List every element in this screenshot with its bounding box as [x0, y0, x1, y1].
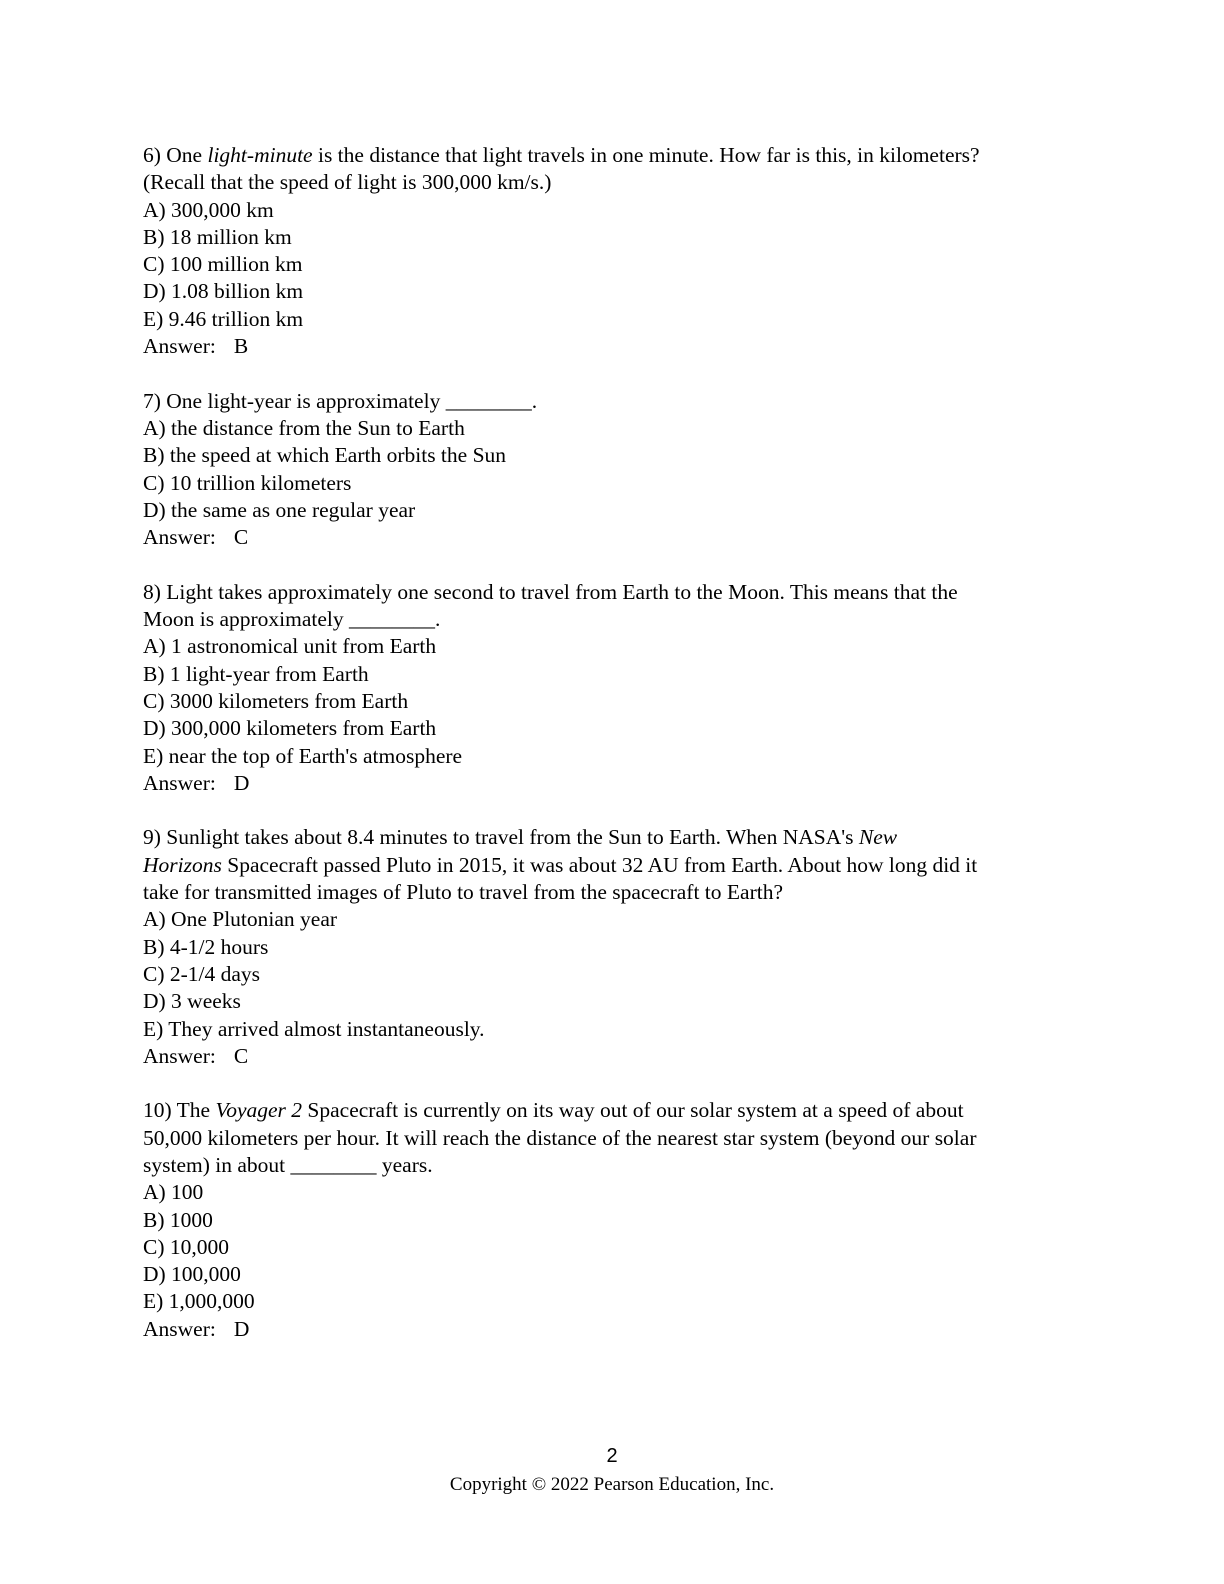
stem-text: 50,000 kilometers per hour. It will reach the distance of the nearest star system (beyond our solar: [143, 1125, 977, 1150]
answer-option: A) 1 astronomical unit from Earth: [143, 634, 437, 659]
stem-text: Spacecraft is currently on its way out of our solar system at a speed of about: [302, 1098, 964, 1123]
answer-value: D: [233, 1316, 250, 1341]
answer-option: A) 300,000 km: [143, 197, 274, 222]
question-stem-line: [143, 824, 1083, 851]
answer-option: D) the same as one regular year: [143, 497, 416, 522]
answer-value: B: [233, 334, 249, 359]
answer-line: [143, 770, 1083, 797]
answer-label: Answer:: [143, 770, 216, 795]
answer-option: D) 100,000: [143, 1262, 241, 1287]
answer-option: E) near the top of Earth's atmosphere: [143, 743, 463, 768]
answer-line: [143, 333, 1083, 360]
answer-option: C) 10,000: [143, 1234, 229, 1259]
answer-option: A) the distance from the Sun to Earth: [143, 415, 465, 440]
question-stem-line: [143, 852, 1083, 879]
answer-line: [143, 524, 1083, 551]
question-stem-line: [143, 388, 1083, 415]
answer-option: B) the speed at which Earth orbits the Sun: [143, 443, 507, 468]
stem-text: 10) The: [143, 1098, 216, 1123]
answer-option: C) 3000 kilometers from Earth: [143, 688, 409, 713]
italic-text: light-minute: [207, 143, 313, 167]
answer-option: B) 1000: [143, 1207, 213, 1232]
answer-option: B) 18 million km: [143, 224, 292, 249]
stem-text: system) in about ________ years.: [143, 1152, 433, 1177]
answer-label: Answer:: [143, 525, 216, 550]
answer-option: E) They arrived almost instantaneously.: [143, 1016, 485, 1041]
answer-value: C: [233, 525, 249, 550]
answer-option: C) 10 trillion kilometers: [143, 470, 352, 495]
answer-option: A) One Plutonian year: [143, 907, 338, 932]
stem-text: (Recall that the speed of light is 300,000 km/s.): [143, 170, 552, 195]
italic-text: Voyager 2: [215, 1098, 303, 1123]
answer-line: [143, 1316, 1083, 1343]
italic-text: New: [858, 825, 898, 850]
question-stem-line: [143, 169, 1083, 196]
answer-option: C) 100 million km: [143, 252, 303, 277]
question-stem-line: [143, 1125, 1083, 1152]
question-block: [143, 388, 1083, 552]
question-block: [143, 142, 1083, 360]
italic-text: Horizons: [143, 852, 222, 877]
stem-text: Moon is approximately ________.: [143, 607, 441, 632]
answer-option: D) 300,000 kilometers from Earth: [143, 716, 437, 741]
answer-option: C) 2-1/4 days: [143, 961, 261, 986]
answer-label: Answer:: [143, 1043, 216, 1068]
question-stem-line: [143, 879, 1083, 906]
stem-text: take for transmitted images of Pluto to travel from the spacecraft to Earth?: [143, 880, 783, 905]
stem-text: Spacecraft passed Pluto in 2015, it was about 32 AU from Earth. About how long did it: [221, 852, 978, 877]
question-stem-line: [143, 579, 1083, 606]
question-stem-line: [143, 1152, 1083, 1179]
answer-option: D) 1.08 billion km: [143, 279, 304, 304]
answer-label: Answer:: [143, 1316, 216, 1341]
answer-line: [143, 1043, 1083, 1070]
question-block: [143, 1097, 1083, 1343]
answer-label: Answer:: [143, 334, 216, 359]
question-block: [143, 579, 1083, 797]
stem-text: is the distance that light travels in one minute. How far is this, in kilometers?: [312, 143, 980, 167]
answer-option: E) 9.46 trillion km: [143, 306, 304, 331]
stem-text: 7) One light-year is approximately ________.: [143, 388, 538, 413]
answer-option: E) 1,000,000: [143, 1289, 255, 1314]
stem-text: 6) One: [143, 143, 208, 167]
answer-option: B) 4-1/2 hours: [143, 934, 269, 959]
question-block: [143, 824, 1083, 1070]
copyright-notice: Copyright © 2022 Pearson Education, Inc.: [449, 1474, 775, 1495]
question-stem-line: [143, 142, 1083, 169]
answer-value: D: [233, 770, 250, 795]
question-list: [143, 142, 1083, 1370]
question-stem-line: [143, 606, 1083, 633]
stem-text: 9) Sunlight takes about 8.4 minutes to travel from the Sun to Earth. When NASA's: [143, 825, 859, 850]
answer-option: D) 3 weeks: [143, 989, 241, 1014]
stem-text: 8) Light takes approximately one second to travel from Earth to the Moon. This means that the: [143, 579, 958, 604]
page-number: 2: [606, 1445, 618, 1467]
answer-value: C: [233, 1043, 249, 1068]
answer-option: B) 1 light-year from Earth: [143, 661, 369, 686]
question-stem-line: [143, 1097, 1083, 1124]
answer-option: A) 100: [143, 1180, 204, 1205]
